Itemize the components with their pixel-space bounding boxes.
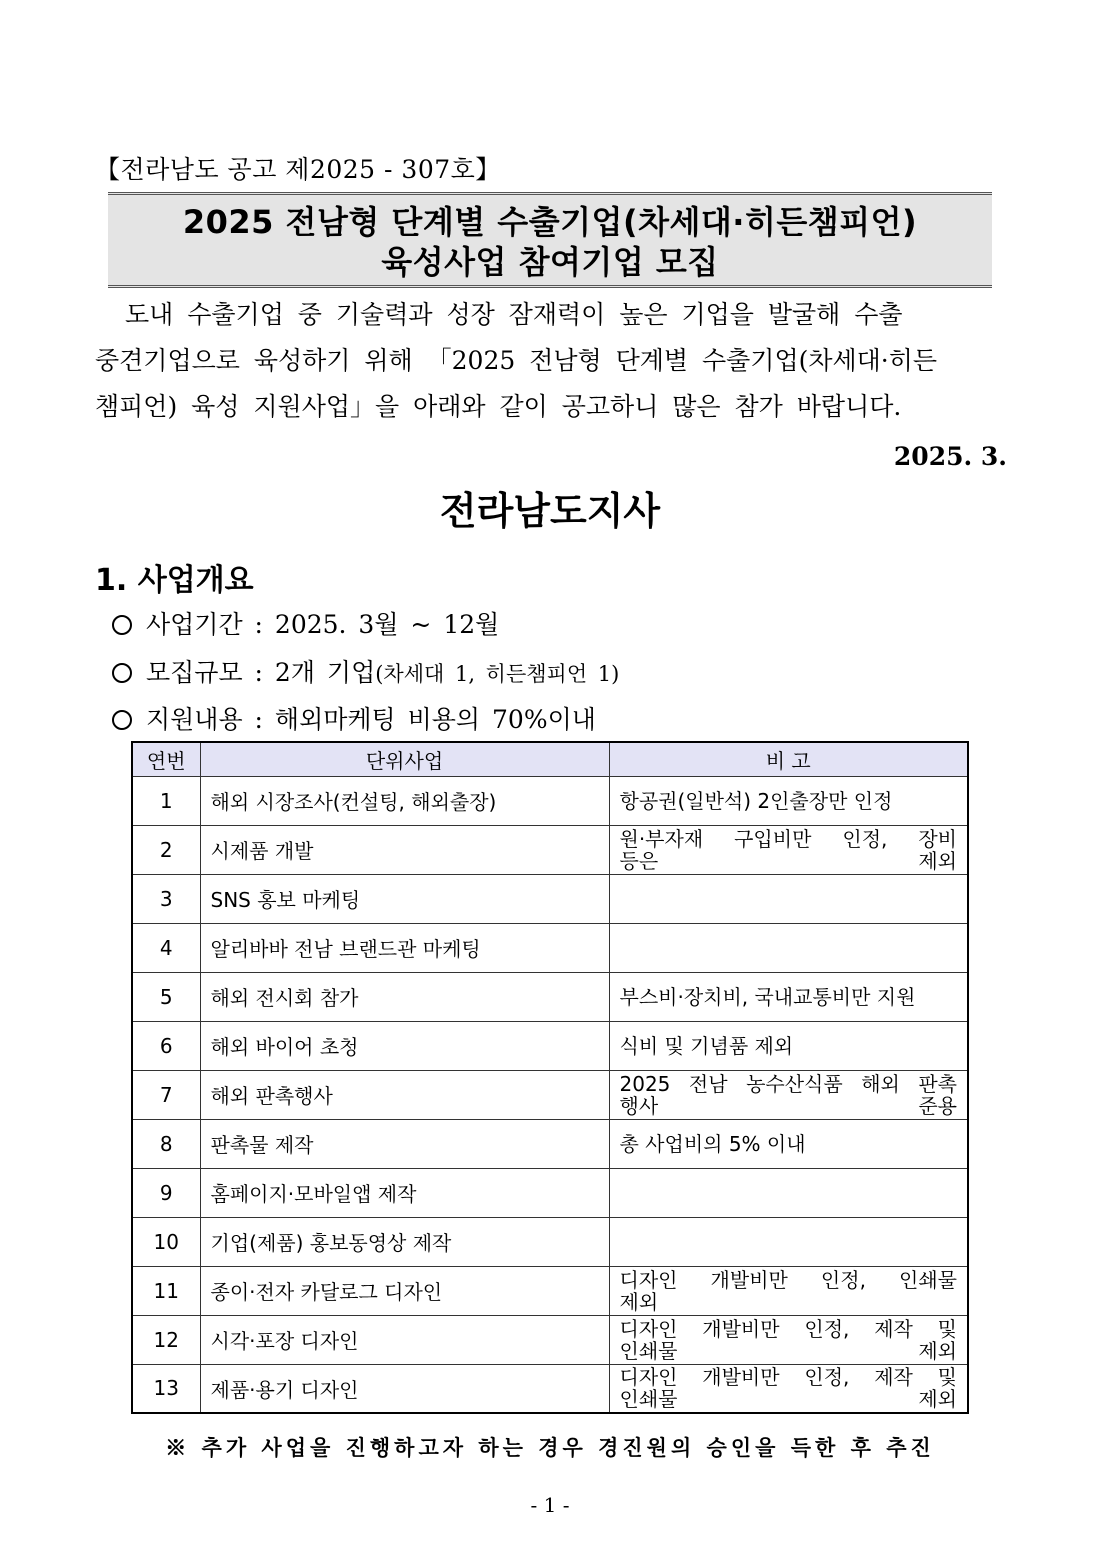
row-note: 총 사업비의 5% 이내 (609, 1119, 968, 1168)
row-note (609, 874, 968, 923)
row-unit: 알리바바 전남 브랜드관 마케팅 (200, 923, 609, 972)
section-title: 1. 사업개요 (95, 563, 254, 598)
table-row (132, 1021, 968, 1070)
table-row (132, 1070, 968, 1119)
row-unit: SNS 홍보 마케팅 (200, 874, 609, 923)
table-row (132, 874, 968, 923)
bullet-support (112, 700, 596, 736)
title-box (108, 192, 992, 288)
row-note-line-2: 인쇄물 제외 (619, 1387, 957, 1412)
scale-detail-text: (차세대 1, 히든챔피언 1) (375, 662, 620, 686)
row-no: 11 (132, 1266, 200, 1315)
row-note: 항공권(일반석) 2인출장만 인정 (609, 776, 968, 825)
intro-line-2: 중견기업으로 육성하기 위해 「2025 전남형 단계별 수출기업(차세대·히든 (95, 346, 938, 375)
table-row (132, 1119, 968, 1168)
table-row (132, 1266, 968, 1315)
row-unit: 기업(제품) 홍보동영상 제작 (200, 1217, 609, 1266)
row-note-line-1: 2025 전남 농수산식품 해외 판촉 (619, 1071, 957, 1096)
page-number: - 1 - (530, 1493, 570, 1517)
row-note-line-2: 행사 준용 (619, 1093, 957, 1118)
bullet-period (112, 605, 499, 641)
row-unit: 해외 시장조사(컨설팅, 해외출장) (200, 776, 609, 825)
row-note-line-2: 등은 제외 (619, 848, 957, 873)
table-row (132, 1364, 968, 1413)
table-row (132, 776, 968, 825)
row-no: 5 (132, 972, 200, 1021)
issuing-organization: 전라남도지사 (439, 489, 661, 533)
table-row (132, 1315, 968, 1364)
row-note (609, 825, 968, 874)
title-line-1: 2025 전남형 단계별 수출기업(차세대·히든챔피언) (182, 203, 918, 241)
row-no: 9 (132, 1168, 200, 1217)
row-no: 1 (132, 776, 200, 825)
row-no: 12 (132, 1315, 200, 1364)
support-text: 지원내용 : 해외마케팅 비용의 70%이내 (146, 705, 596, 734)
row-unit: 해외 바이어 초청 (200, 1021, 609, 1070)
program-table (131, 741, 969, 1414)
row-note: 식비 및 기념품 제외 (609, 1021, 968, 1070)
row-note-line-2: 제외 (619, 1289, 659, 1314)
row-no: 3 (132, 874, 200, 923)
bullet-scale (112, 653, 619, 689)
scale-text: 모집규모 : 2개 기업 (146, 658, 376, 687)
intro-line-3: 챔피언) 육성 지원사업」을 아래와 같이 공고하니 많은 참가 바랍니다. (95, 392, 902, 421)
row-note-line-1: 원·부자재 구입비만 인정, 장비 (619, 826, 957, 851)
row-no: 7 (132, 1070, 200, 1119)
circle-bullet-icon (112, 710, 132, 730)
row-note (609, 1266, 968, 1315)
header-note: 비 고 (609, 742, 968, 776)
footnote: ※ 추가 사업을 진행하고자 하는 경우 경진원의 승인을 득한 후 추진 (165, 1435, 935, 1460)
notice-date: 2025. 3. (893, 442, 1007, 471)
row-note-line-2: 인쇄물 제외 (619, 1338, 957, 1363)
row-no: 10 (132, 1217, 200, 1266)
header-no: 연번 (132, 742, 200, 776)
row-unit: 홈페이지·모바일앱 제작 (200, 1168, 609, 1217)
row-unit: 시각·포장 디자인 (200, 1315, 609, 1364)
circle-bullet-icon (112, 663, 132, 683)
row-unit: 해외 전시회 참가 (200, 972, 609, 1021)
row-note-line-1: 디자인 개발비만 인정, 제작 및 (619, 1316, 957, 1341)
row-note (609, 1168, 968, 1217)
row-no: 4 (132, 923, 200, 972)
row-unit: 제품·용기 디자인 (200, 1364, 609, 1413)
table-row (132, 1217, 968, 1266)
row-no: 2 (132, 825, 200, 874)
row-note-line-1: 디자인 개발비만 인정, 제작 및 (619, 1365, 957, 1390)
row-note-line-1: 디자인 개발비만 인정, 인쇄물 (619, 1267, 957, 1292)
row-note (609, 1070, 968, 1119)
header-unit: 단위사업 (200, 742, 609, 776)
table-header-row (132, 742, 968, 776)
table-row (132, 923, 968, 972)
row-no: 8 (132, 1119, 200, 1168)
row-no: 13 (132, 1364, 200, 1413)
circle-bullet-icon (112, 615, 132, 635)
row-unit: 해외 판촉행사 (200, 1070, 609, 1119)
title-line-2: 육성사업 참여기업 모집 (381, 243, 719, 281)
row-note (609, 923, 968, 972)
row-note (609, 1217, 968, 1266)
period-text: 사업기간 : 2025. 3월 ~ 12월 (146, 610, 500, 639)
row-no: 6 (132, 1021, 200, 1070)
row-note: 부스비·장치비, 국내교통비만 지원 (609, 972, 968, 1021)
row-unit: 판촉물 제작 (200, 1119, 609, 1168)
intro-line-1: 도내 수출기업 중 기술력과 성장 잠재력이 높은 기업을 발굴해 수출 (125, 300, 903, 329)
row-unit: 종이·전자 카달로그 디자인 (200, 1266, 609, 1315)
table-row (132, 972, 968, 1021)
row-note (609, 1315, 968, 1364)
table-row (132, 1168, 968, 1217)
intro-paragraph (95, 292, 1007, 430)
row-note (609, 1364, 968, 1413)
table-row (132, 825, 968, 874)
notice-number: 【전라남도 공고 제2025 - 307호】 (95, 155, 501, 184)
row-unit: 시제품 개발 (200, 825, 609, 874)
